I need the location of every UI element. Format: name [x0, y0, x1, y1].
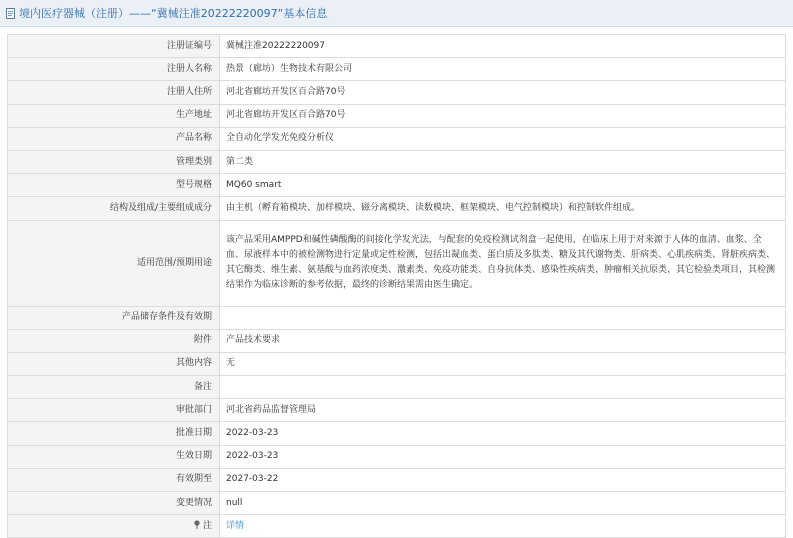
field-value: 第二类 — [220, 150, 786, 173]
field-label: 附件 — [8, 329, 220, 352]
field-label: 注册证编号 — [8, 35, 220, 58]
table-row — [8, 127, 786, 150]
field-value: 2027-03-22 — [220, 468, 786, 491]
table-row — [8, 81, 786, 104]
field-label: 产品储存条件及有效期 — [8, 306, 220, 329]
field-label: 变更情况 — [8, 492, 220, 515]
field-label: 注 — [202, 520, 212, 531]
table-row — [8, 515, 786, 538]
field-label: 备注 — [8, 376, 220, 399]
field-label: 产品名称 — [8, 127, 220, 150]
field-label: 结构及组成/主要组成成分 — [8, 197, 220, 220]
field-label: 注册人住所 — [8, 81, 220, 104]
field-label: 生效日期 — [8, 445, 220, 468]
table-row — [8, 492, 786, 515]
table-row — [8, 58, 786, 81]
details-link[interactable]: 详情 — [226, 520, 245, 531]
table-row — [8, 352, 786, 375]
field-label: 型号规格 — [8, 174, 220, 197]
field-label: 管理类别 — [8, 150, 220, 173]
table-row — [8, 422, 786, 445]
table-row — [8, 468, 786, 491]
table-row — [8, 174, 786, 197]
table-row — [8, 329, 786, 352]
document-icon — [6, 8, 16, 19]
table-row — [8, 306, 786, 329]
field-value: 河北省药品监督管理局 — [220, 399, 786, 422]
field-value: 无 — [220, 352, 786, 375]
table-row — [8, 445, 786, 468]
note-value-cell — [220, 515, 786, 538]
pin-icon — [193, 520, 201, 529]
field-label: 有效期至 — [8, 468, 220, 491]
field-value: 河北省廊坊开发区百合路70号 — [220, 104, 786, 127]
field-value — [220, 376, 786, 399]
field-label: 批准日期 — [8, 422, 220, 445]
field-value: 2022-03-23 — [220, 445, 786, 468]
table-row — [8, 150, 786, 173]
field-label: 其他内容 — [8, 352, 220, 375]
page-header — [0, 0, 793, 27]
table-row — [8, 220, 786, 306]
note-label-cell — [8, 515, 220, 538]
field-value: 热景（廊坊）生物技术有限公司 — [220, 58, 786, 81]
field-label: 适用范围/预期用途 — [8, 220, 220, 306]
field-label: 审批部门 — [8, 399, 220, 422]
field-value: 由主机（孵育箱模块、加样模块、磁分离模块、读数模块、框架模块、电气控制模块）和控制软件组成。 — [220, 197, 786, 220]
page-title: 境内医疗器械（注册）——“冀械注准20222220097”基本信息 — [19, 7, 328, 20]
field-value: null — [220, 492, 786, 515]
table-row — [8, 104, 786, 127]
field-value: 河北省廊坊开发区百合路70号 — [220, 81, 786, 104]
field-label: 生产地址 — [8, 104, 220, 127]
table-row — [8, 35, 786, 58]
info-table — [7, 34, 786, 538]
field-value — [220, 306, 786, 329]
field-value: MQ60 smart — [220, 174, 786, 197]
table-row — [8, 376, 786, 399]
field-value: 2022-03-23 — [220, 422, 786, 445]
field-value: 全自动化学发光免疫分析仪 — [220, 127, 786, 150]
table-row — [8, 197, 786, 220]
table-row — [8, 399, 786, 422]
field-value: 产品技术要求 — [220, 329, 786, 352]
field-label: 注册人名称 — [8, 58, 220, 81]
field-value: 该产品采用AMPPD和碱性磷酸酶的间接化学发光法，与配套的免疫检测试剂盒一起使用，在临床上用于对来源于人体的血清、血浆、全血、尿液样本中的被检测物进行定量或定性检测，包括出凝血类、蛋白质及多肽类、糖及其代谢物类、肝病类、心肌疾病类、肾脏疾病类、其它酶类、维生素、氨基酸与血药浓度类、激素类、免疫功能类、自身抗体类、感染性疾病类、肿瘤相关抗原类、其它检验类项目，其检测结果作为临床诊断的参考依据，最终的诊断结果需由医生确定。 — [220, 220, 786, 306]
field-value: 冀械注准20222220097 — [220, 35, 786, 58]
